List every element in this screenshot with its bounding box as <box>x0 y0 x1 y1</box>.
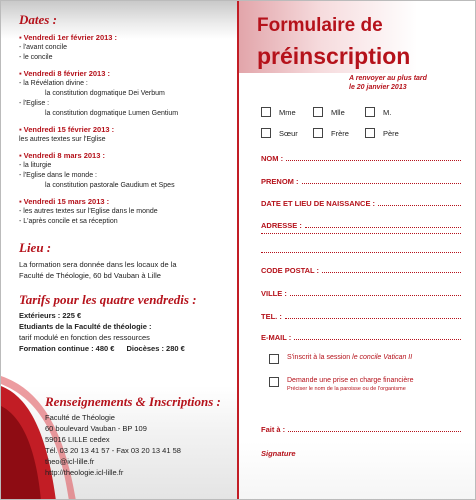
sessions-list <box>19 33 229 227</box>
dates-heading: Dates : <box>19 12 57 27</box>
form-field-label: TEL. : <box>261 312 282 321</box>
renseignements-block <box>45 395 235 478</box>
option-financement[interactable] <box>269 377 413 392</box>
contact-line: 59016 LILLE cedex <box>45 435 110 444</box>
session-line: - l'avant concile <box>19 44 68 51</box>
deadline-line-1: A renvoyer au plus tard <box>349 75 427 82</box>
civilite-option[interactable] <box>365 128 405 138</box>
session-date: ▪ Vendredi 15 février 2013 : <box>19 125 115 134</box>
lieu-heading: Lieu : <box>19 240 52 255</box>
session-date: ▪ Vendredi 1er février 2013 : <box>19 33 118 42</box>
session-date: ▪ Vendredi 8 février 2013 : <box>19 69 110 78</box>
contact-line: Tél. 03 20 13 41 57 - Fax 03 20 13 41 58 <box>45 446 181 455</box>
form-field[interactable] <box>261 266 461 275</box>
bullet-icon: ▪ <box>19 69 22 78</box>
form-field[interactable] <box>261 199 461 208</box>
tarif-formation: Formation continue : 480 € <box>19 344 115 353</box>
session-line: - la liturgie <box>19 162 52 169</box>
lieu-text-2: Faculté de Théologie, 60 bd Vauban à Lille <box>19 271 161 280</box>
option-session[interactable] <box>269 354 412 364</box>
return-deadline <box>349 74 427 92</box>
civilite-checkbox[interactable] <box>261 107 271 117</box>
session-line: - l'Eglise dans le monde : <box>19 172 97 179</box>
form-field-label: ADRESSE : <box>261 221 302 230</box>
bullet-icon: ▪ <box>19 197 22 206</box>
form-field[interactable] <box>261 312 461 321</box>
contact-line: Faculté de Théologie <box>45 413 115 422</box>
session-line: la constitution dogmatique Lumen Gentium <box>45 110 179 117</box>
signature-label: Signature <box>261 449 296 458</box>
civilite-checkbox[interactable] <box>365 107 375 117</box>
form-field-label: E-MAIL : <box>261 333 292 342</box>
tarif-exterieurs: Extérieurs : 225 € <box>19 311 82 320</box>
form-field[interactable] <box>261 177 461 186</box>
session-date: ▪ Vendredi 8 mars 2013 : <box>19 151 105 160</box>
form-field[interactable] <box>261 154 461 163</box>
civilite-option[interactable] <box>313 107 353 117</box>
civilite-label: Père <box>383 128 399 138</box>
info-column <box>1 1 237 500</box>
form-field-label: CODE POSTAL : <box>261 266 320 275</box>
fait-a-field[interactable] <box>261 425 461 434</box>
tarifs-heading: Tarifs pour les quatre vendredis : <box>19 292 197 307</box>
option2-label: Demande une prise en charge financière <box>287 377 414 384</box>
contact-line[interactable]: http://theologie.icl-lille.fr <box>45 468 124 477</box>
session-line: - L'après concile et sa réception <box>19 218 118 225</box>
civilite-checkbox[interactable] <box>313 128 323 138</box>
session-line: les autres textes sur l'Eglise <box>19 136 106 143</box>
civilite-label: Frère <box>331 128 349 138</box>
session-line: - le concile <box>19 54 53 61</box>
option1-session-name: le concile Vatican II <box>352 354 413 361</box>
financement-checkbox[interactable] <box>269 377 279 387</box>
contact-line[interactable]: theo@icl-lille.fr <box>45 457 95 466</box>
civilite-label: Mlle <box>331 107 345 117</box>
form-field-label: NOM : <box>261 154 284 163</box>
civilite-option[interactable] <box>365 107 405 117</box>
session-line: - la Révélation divine : <box>19 80 88 87</box>
civilite-checkbox[interactable] <box>313 107 323 117</box>
civilite-checkbox[interactable] <box>365 128 375 138</box>
civilite-label: Sœur <box>279 128 298 138</box>
session-line: la constitution pastorale Gaudium et Spes <box>45 182 175 189</box>
renseignements-heading: Renseignements & Inscriptions : <box>45 394 221 409</box>
fait-a-label: Fait à : <box>261 425 286 434</box>
form-title-line1: Formulaire de <box>257 15 383 36</box>
civilite-option[interactable] <box>261 107 301 117</box>
tarif-etudiants: Etudiants de la Faculté de théologie : <box>19 322 152 331</box>
option2-sublabel: Préciser le nom de la paroisse ou de l'organisme <box>287 386 406 392</box>
session-line: - les autres textes sur l'Eglise dans le monde <box>19 208 158 215</box>
adresse-extra-line-1[interactable] <box>261 233 461 234</box>
form-field[interactable] <box>261 333 461 342</box>
form-title-line2: préinscription <box>257 43 411 69</box>
form-field-label: VILLE : <box>261 289 287 298</box>
bullet-icon: ▪ <box>19 33 22 42</box>
session-checkbox[interactable] <box>269 354 279 364</box>
tarif-module: tarif modulé en fonction des ressources <box>19 333 150 342</box>
civilite-row-2 <box>261 128 417 138</box>
tarif-dioceses: Diocèses : 280 € <box>126 344 185 353</box>
bullet-icon: ▪ <box>19 125 22 134</box>
lieu-text-1: La formation sera donnée dans les locaux de la <box>19 260 177 269</box>
form-field[interactable] <box>261 221 461 230</box>
contact-line: 60 boulevard Vauban - BP 109 <box>45 424 147 433</box>
civilite-option[interactable] <box>313 128 353 138</box>
civilite-row-1 <box>261 107 417 117</box>
civilite-option[interactable] <box>261 128 301 138</box>
form-field-label: DATE ET LIEU DE NAISSANCE : <box>261 199 376 208</box>
session-line: - l'Eglise : <box>19 100 50 107</box>
form-field[interactable] <box>261 289 461 298</box>
civilite-label: Mme <box>279 107 296 117</box>
form-column <box>239 1 476 500</box>
session-line: la constitution dogmatique Dei Verbum <box>45 90 165 97</box>
bullet-icon: ▪ <box>19 151 22 160</box>
deadline-line-2: le 20 janvier 2013 <box>349 84 407 91</box>
adresse-extra-line-2[interactable] <box>261 252 461 253</box>
session-date: ▪ Vendredi 15 mars 2013 : <box>19 197 110 206</box>
civilite-checkbox[interactable] <box>261 128 271 138</box>
option1-label: S'inscrit à la session <box>287 354 353 361</box>
form-field-label: PRENOM : <box>261 177 299 186</box>
civilite-label: M. <box>383 107 392 117</box>
